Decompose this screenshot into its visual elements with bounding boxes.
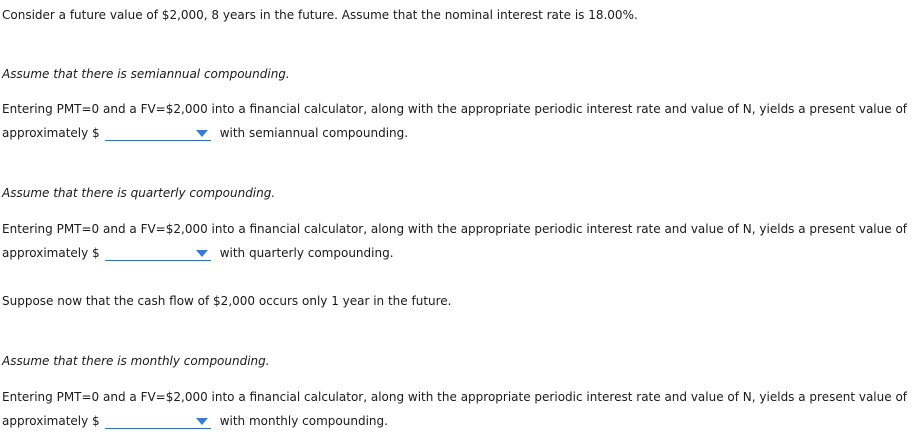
one-year-note: Suppose now that the cash flow of $2,000 occurs only 1 year in the future. [2,294,452,308]
intro-text: Consider a future value of $2,000, 8 years in the future. Assume that the nominal interest rate is 18.00%. [2,8,638,22]
question-monthly-line1: Entering PMT=0 and a FV=$2,000 into a financial calculator, along with the appropriate periodic interest rate and value of N, yields a present value of [2,390,908,404]
assumption-quarterly: Assume that there is quarterly compounding. [2,186,276,200]
answer-prefix: approximately $ [2,126,100,140]
answer-suffix: with semiannual compounding. [219,126,409,140]
chevron-down-icon[interactable] [196,418,208,425]
answer-row-semiannual [2,124,408,142]
question-semiannual-line1: Entering PMT=0 and a FV=$2,000 into a financial calculator, along with the appropriate periodic interest rate and value of N, yields a present value of [2,102,908,116]
answer-row-quarterly [2,244,394,262]
assumption-semiannual: Assume that there is semiannual compounding. [2,67,290,81]
answer-prefix: approximately $ [2,246,100,260]
present-value-dropdown-quarterly[interactable] [105,246,211,261]
answer-prefix: approximately $ [2,414,100,428]
present-value-dropdown-monthly[interactable] [105,414,211,429]
present-value-dropdown-semiannual[interactable] [105,126,211,141]
chevron-down-icon[interactable] [196,130,208,137]
chevron-down-icon[interactable] [196,250,208,257]
assumption-monthly: Assume that there is monthly compounding. [2,354,270,368]
answer-row-monthly [2,412,388,430]
answer-suffix: with quarterly compounding. [219,246,394,260]
question-quarterly-line1: Entering PMT=0 and a FV=$2,000 into a financial calculator, along with the appropriate periodic interest rate and value of N, yields a present value of [2,222,908,236]
answer-suffix: with monthly compounding. [219,414,388,428]
